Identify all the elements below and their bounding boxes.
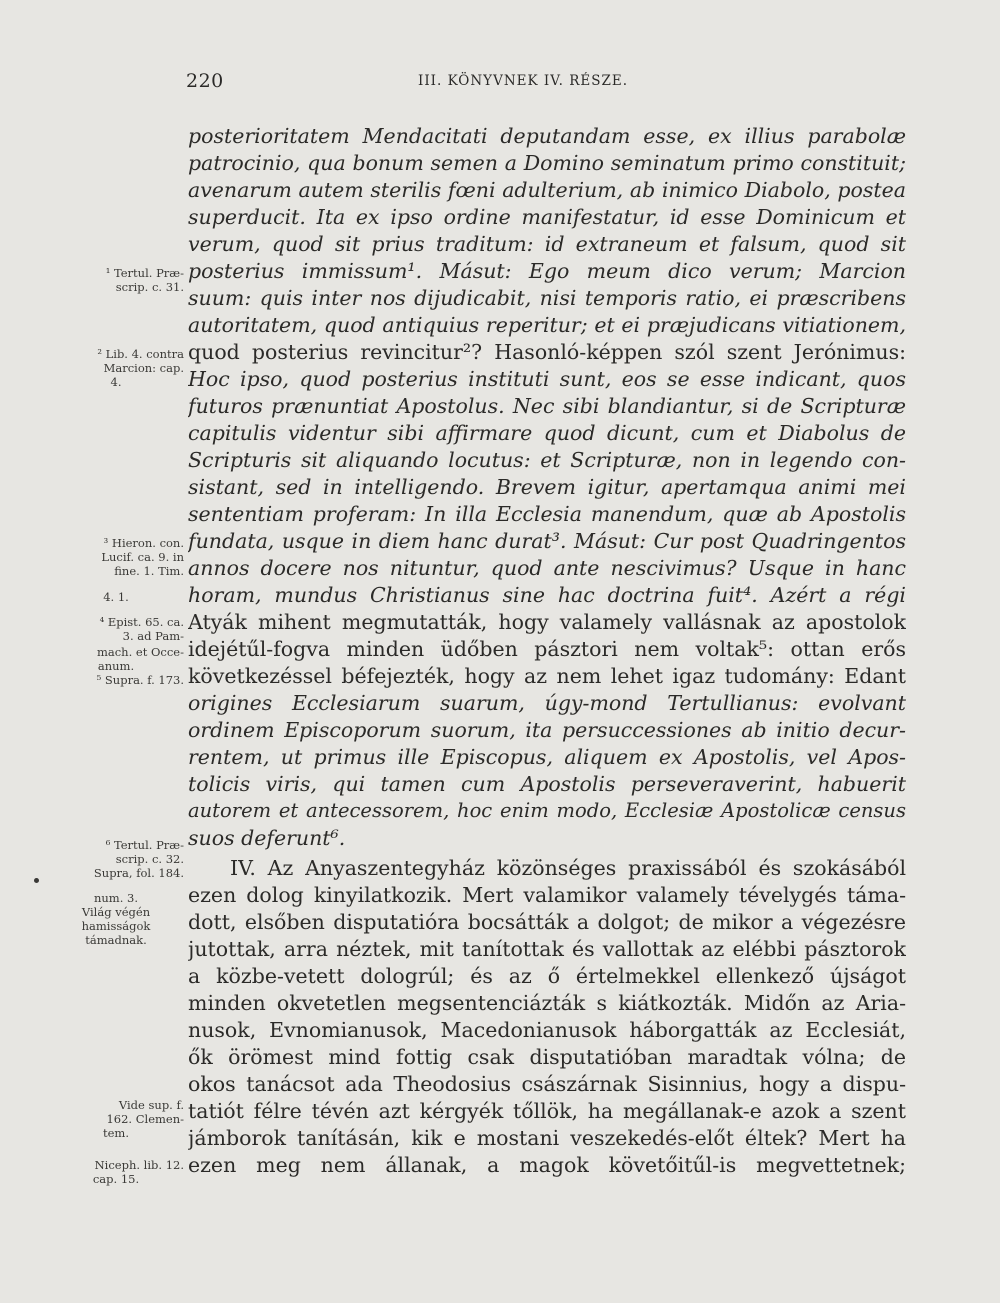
body-line: következéssel béfejezték, hogy az nem lehet igaz tudomány: Edant: [188, 664, 906, 688]
body-line: fundata, usque in diem hanc durat³. Másut: Cur post Quadringentos: [188, 529, 906, 553]
body-line: nusok, Evnomianusok, Macedonianusok háborgatták az Ecclesiát,: [188, 1018, 906, 1042]
body-line: verum, quod sit prius traditum: id extraneum et falsum, quod sit: [188, 232, 906, 256]
body-line: quod posterius revincitur²? Hasonló-képpen szól szent Jerónimus:: [188, 340, 906, 364]
margin-note: Supra, fol. 184.: [93, 866, 184, 880]
body-line: horam, mundus Christianus sine hac doctrina fuit⁴. Azért a régi: [188, 583, 906, 607]
body-line: Hoc ipso, quod posterius instituti sunt, eos se esse indicant, quos: [188, 367, 906, 391]
margin-note: scrip. c. 31.: [115, 280, 184, 294]
margin-note: 4.: [110, 375, 122, 389]
margin-note: tem.: [103, 1126, 129, 1140]
margin-note: ⁴ Epist. 65. ca.: [99, 615, 184, 629]
body-line: a közbe-vetett dologrúl; és az ő értelmekkel ellenkező újságot: [188, 964, 906, 988]
margin-note: anum.: [97, 659, 135, 673]
body-line: patrocinio, qua bonum semen a Domino seminatum primo constituit;: [188, 151, 906, 175]
body-line: Atyák mihent megmutatták, hogy valamely vallásnak az apostolok: [188, 610, 906, 634]
body-line: autorem et antecessorem, hoc enim modo, Ecclesiæ Apostolicæ census: [188, 799, 906, 822]
margin-note: fine. 1. Tim.: [114, 564, 184, 578]
margin-note: Világ végén: [81, 905, 151, 919]
margin-note: mach. et Occe-: [96, 645, 184, 659]
body-line: posterius immissum¹. Másut: Ego meum dico verum; Marcion: [188, 259, 906, 283]
margin-note: ² Lib. 4. contra: [97, 347, 184, 361]
margin-note: Niceph. lib. 12.: [94, 1158, 184, 1172]
margin-note: Lucif. ca. 9. in: [101, 550, 184, 564]
body-line: ordinem Episcoporum suorum, ita persuccessiones ab initio decur-: [188, 718, 906, 742]
body-line: idejétűl-fogva minden üdőben pásztori nem voltak⁵: ottan erős: [188, 637, 906, 661]
margin-note: 3. ad Pam-: [122, 629, 184, 643]
body-line: dott, elsőben disputatióra bocsátták a dolgot; de mikor a végezésre: [188, 910, 906, 934]
body-line: capitulis videntur sibi affirmare quod dicunt, cum et Diabolus de: [188, 421, 906, 445]
body-line: superducit. Ita ex ipso ordine manifestatur, id esse Dominicum et: [188, 205, 906, 229]
body-line: tolicis viris, qui tamen cum Apostolis perseveraverint, habuerit: [188, 772, 906, 796]
body-line: minden okvetetlen megsentenciázták s kiátkozták. Midőn az Aria-: [188, 991, 906, 1015]
body-line: suos deferunt⁶.: [188, 826, 346, 850]
body-line: origines Ecclesiarum suarum, úgy-mond Tertullianus: evolvant: [188, 691, 906, 715]
margin-note: num. 3.: [93, 891, 138, 905]
body-line: jutottak, arra néztek, mit tanítottak és vallottak az elébbi pásztorok: [188, 937, 906, 961]
body-line: autoritatem, quod antiquius reperitur; et ei præjudicans vitiationem,: [188, 313, 906, 337]
margin-note: ³ Hieron. con.: [103, 536, 184, 550]
body-line: ezen meg nem állanak, a magok követőitűl-is megvettetnek;: [188, 1153, 906, 1177]
margin-note: hamisságok: [81, 919, 151, 933]
running-head: III. KÖNYVNEK IV. RÉSZE.: [418, 73, 628, 89]
body-line: okos tanácsot ada Theodosius császárnak Sisinnius, hogy a dispu-: [188, 1072, 906, 1096]
body-line: tatiót félre tévén azt kérgyék tőllök, ha megállanak-e azok a szent: [188, 1099, 906, 1123]
margin-note: ⁵ Supra. f. 173.: [96, 673, 184, 687]
body-line: annos docere nos nituntur, quod ante nescivimus? Usque in hanc: [188, 556, 906, 580]
body-line: avenarum autem sterilis fœni adulterium, ab inimico Diabolo, postea: [188, 178, 906, 202]
page-number: 220: [186, 70, 224, 92]
body-line: ezen dolog kinyilatkozik. Mert valamikor valamely tévelygés táma-: [188, 883, 906, 907]
body-line: rentem, ut primus ille Episcopus, aliquem ex Apostolis, vel Apos-: [188, 745, 906, 769]
body-line: futuros prænuntiat Apostolus. Nec sibi blandiantur, si de Scripturæ: [188, 394, 906, 418]
body-line: sistant, sed in intelligendo. Brevem igitur, apertamqua animi mei: [188, 475, 906, 499]
body-line: jámborok tanításán, kik e mostani veszekedés-előt éltek? Mert ha: [188, 1126, 906, 1150]
margin-note: scrip. c. 32.: [115, 852, 184, 866]
margin-note: támadnak.: [85, 933, 147, 947]
margin-note: cap. 15.: [92, 1172, 140, 1186]
body-line: ők örömest mind fottig csak disputatióban maradtak vólna; de: [188, 1045, 906, 1069]
body-line: suum: quis inter nos dijudicabit, nisi temporis ratio, ei præscribens: [188, 286, 906, 310]
body-line: Scripturis sit aliquando locutus: et Scripturæ, non in legendo con-: [188, 448, 906, 472]
margin-note: Vide sup. f.: [118, 1098, 184, 1112]
body-line: posterioritatem Mendacitati deputandam esse, ex illius parabolæ: [188, 124, 906, 148]
bullet-icon: [34, 878, 39, 883]
body-line: IV. Az Anyaszentegyház közönséges praxissából és szokásából: [230, 856, 906, 880]
margin-note: ¹ Tertul. Præ-: [105, 266, 184, 280]
margin-note: Marcion: cap.: [103, 361, 184, 375]
body-line: sententiam proferam: In illa Ecclesia manendum, quæ ab Apostolis: [188, 502, 906, 526]
margin-note: ⁶ Tertul. Præ-: [105, 838, 184, 852]
margin-note: 4. 1.: [103, 590, 129, 604]
margin-note: 162. Clemen-: [106, 1112, 184, 1126]
